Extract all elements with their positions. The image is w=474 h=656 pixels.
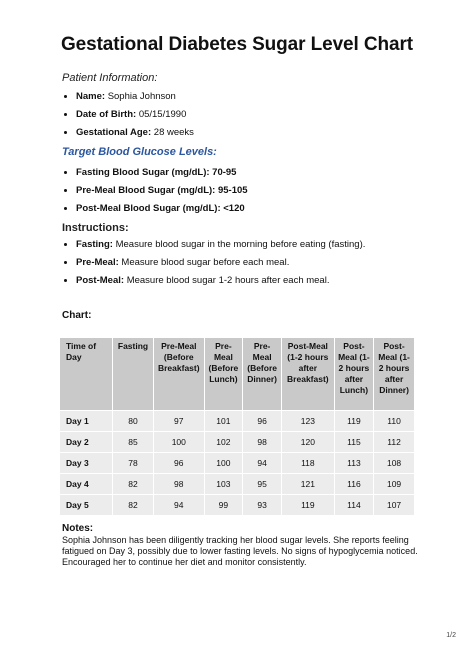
table-cell: 123 <box>282 411 335 432</box>
table-cell: 114 <box>334 495 373 516</box>
table-cell: 116 <box>334 474 373 495</box>
table-cell: 100 <box>204 453 243 474</box>
column-header: Fasting <box>113 338 154 411</box>
table-cell: 118 <box>282 453 335 474</box>
field-label: Post-Meal: <box>76 275 125 286</box>
list-item <box>76 106 194 124</box>
field-label: Pre-Meal: <box>76 257 119 268</box>
table-cell: 110 <box>374 411 415 432</box>
field-label: Gestational Age: <box>76 127 152 138</box>
patient-info-list <box>62 88 194 142</box>
table-cell: 119 <box>334 411 373 432</box>
row-label: Day 4 <box>60 474 113 495</box>
field-label: Fasting: <box>76 239 113 250</box>
table-cell: 78 <box>113 453 154 474</box>
table-cell: 98 <box>154 474 205 495</box>
list-item <box>76 124 194 142</box>
target-levels-list <box>62 164 248 218</box>
list-item <box>76 272 365 290</box>
page-title: Gestational Diabetes Sugar Level Chart <box>60 34 414 55</box>
field-label: Name: <box>76 91 106 102</box>
patient-info-heading: Patient Information: <box>62 72 158 84</box>
table-row <box>60 474 415 495</box>
table-cell: 80 <box>113 411 154 432</box>
table-cell: 94 <box>154 495 205 516</box>
notes-heading: Notes: <box>62 523 94 534</box>
table-cell: 121 <box>282 474 335 495</box>
column-header: Post-Meal (1-2 hours after Lunch) <box>334 338 373 411</box>
list-item: • Pre-Meal Blood Sugar (mg/dL): 95-105 <box>76 182 248 200</box>
column-header: Pre-Meal (Before Breakfast) <box>154 338 205 411</box>
list-item: • Fasting Blood Sugar (mg/dL): 70-95 <box>76 164 248 182</box>
row-label: Day 2 <box>60 432 113 453</box>
table-cell: 113 <box>334 453 373 474</box>
table-row <box>60 453 415 474</box>
column-header: Pre-Meal (Before Dinner) <box>243 338 282 411</box>
target-levels-heading: Target Blood Glucose Levels: <box>62 146 217 158</box>
instruction-text: Measure blood sugar before each meal. <box>121 257 290 268</box>
table-cell: 103 <box>204 474 243 495</box>
list-item <box>76 88 194 106</box>
table-cell: 96 <box>154 453 205 474</box>
list-item: • Post-Meal Blood Sugar (mg/dL): <120 <box>76 200 248 218</box>
table-cell: 120 <box>282 432 335 453</box>
instructions-heading: Instructions: <box>62 222 129 234</box>
patient-name: Sophia Johnson <box>107 91 176 102</box>
table-cell: 101 <box>204 411 243 432</box>
row-label: Day 5 <box>60 495 113 516</box>
sugar-level-table <box>59 337 415 516</box>
table-cell: 108 <box>374 453 415 474</box>
table-header-row <box>60 338 415 411</box>
row-label: Day 1 <box>60 411 113 432</box>
table-cell: 109 <box>374 474 415 495</box>
instruction-text: Measure blood sugar in the morning before eating (fasting). <box>115 239 366 250</box>
table-row <box>60 411 415 432</box>
table-cell: 100 <box>154 432 205 453</box>
column-header: Post-Meal (1-2 hours after Breakfast) <box>282 338 335 411</box>
list-item <box>76 236 365 254</box>
table-cell: 115 <box>334 432 373 453</box>
column-header: Time of Day <box>60 338 113 411</box>
table-cell: 94 <box>243 453 282 474</box>
field-label: Date of Birth: <box>76 109 137 120</box>
table-cell: 96 <box>243 411 282 432</box>
row-label: Day 3 <box>60 453 113 474</box>
table-cell: 102 <box>204 432 243 453</box>
table-cell: 85 <box>113 432 154 453</box>
list-item <box>76 254 365 272</box>
instruction-text: Measure blood sugar 1-2 hours after each meal. <box>126 275 330 286</box>
column-header: Pre-Meal (Before Lunch) <box>204 338 243 411</box>
table-cell: 107 <box>374 495 415 516</box>
table-cell: 82 <box>113 495 154 516</box>
table-cell: 82 <box>113 474 154 495</box>
patient-dob: 05/15/1990 <box>138 109 187 120</box>
table-cell: 95 <box>243 474 282 495</box>
table-row <box>60 495 415 516</box>
table-cell: 99 <box>204 495 243 516</box>
chart-label: Chart: <box>62 310 92 321</box>
table-cell: 97 <box>154 411 205 432</box>
table-cell: 98 <box>243 432 282 453</box>
column-header: Post-Meal (1-2 hours after Dinner) <box>374 338 415 411</box>
table-cell: 119 <box>282 495 335 516</box>
gestational-age: 28 weeks <box>153 127 194 138</box>
page-number: 1/2 <box>446 632 456 639</box>
notes-text: Sophia Johnson has been diligently tracking her blood sugar levels. She reports feeling fatigued on Day 3, possibly due to lower fasting levels. No signs of hypoglycemia noticed. Encouraged her to continue her diet and monitor consistently. <box>62 535 418 567</box>
table-cell: 112 <box>374 432 415 453</box>
table-cell: 93 <box>243 495 282 516</box>
table-row <box>60 432 415 453</box>
instructions-list <box>62 236 365 290</box>
